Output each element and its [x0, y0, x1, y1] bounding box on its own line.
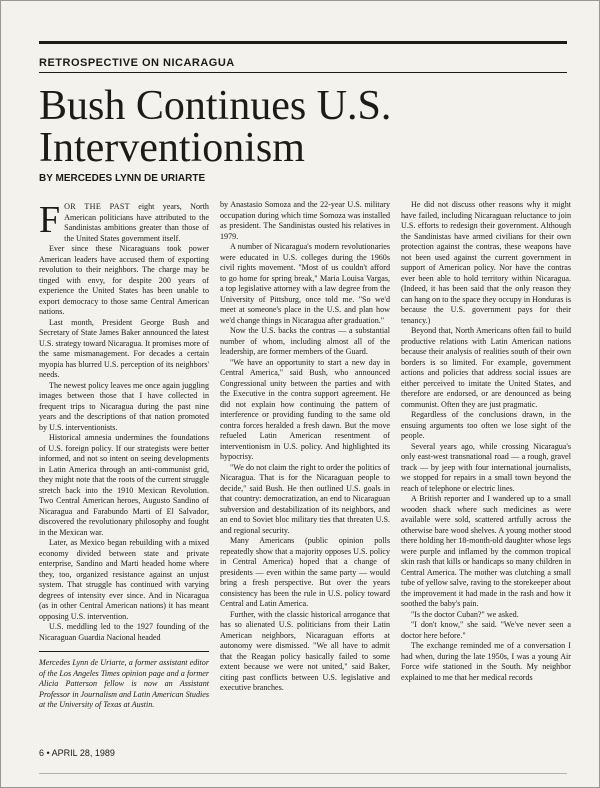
article-byline: BY MERCEDES LYNN DE URIARTE [39, 173, 206, 184]
paragraph: U.S. meddling led to the 1927 founding of the Nicaraguan Guardia Nacional headed [39, 622, 209, 642]
page-folio: 6 • APRIL 28, 1989 [39, 748, 115, 758]
paragraph: Historical amnesia undermines the foundations of U.S. foreign policy. If our strategists were better informed, and not so intent on seeing developments in Latin America through an anti-communist grid, they might note that the roots of the current struggle stretch back into the 1910 Mexican Revolution. Two Central American heroes, Augusto Sandino of Nicaragua and Farabundo Marti of El Salvador, discovered the revolutionary philosophy and fought in the Mexican war. [39, 433, 209, 537]
paragraph: Last month, President George Bush and Secretary of State James Baker announced the latest U.S. strategy toward Nicaragua. It promises more of the same mismanagement. For decades a certain myopia has blurred U.S. perception of its neighbors' needs. [39, 317, 209, 379]
paragraph: Several years ago, while crossing Nicaragua's only east-west transnational road — a rough, gravel track — by jeep with four international journalists, we stopped for repairs in a small town beyond the reach of telephone or electric lines. [401, 441, 571, 493]
article-headline: Bush Continues U.S. Interventionism [39, 83, 392, 171]
top-rule [39, 41, 567, 44]
lead-caps: OR THE PAST [64, 202, 130, 211]
paragraph: by Anastasio Somoza and the 22-year U.S. military occupation during which time Somoza was installed as president. The Sandinistas ousted his relatives in 1979. [220, 200, 390, 241]
paragraph: The exchange reminded me of a conversation I had when, during the late 1950s, I was a young Air Force wife stationed in the South. My neighbor explained to me that her medical records [401, 641, 571, 682]
lead-paragraph [39, 199, 209, 244]
paragraph: "Is the doctor Cuban?" we asked. [411, 609, 519, 619]
column-2 [220, 200, 390, 694]
section-kicker: RETROSPECTIVE ON NICARAGUA [39, 57, 235, 69]
paragraph: "We have an opportunity to start a new day in Central America," said Bush, who announced Congressional unity between the parties and with the Executive in the contra support agreement. He did not explain how continuing the pattern of interference or providing funding to the same old contra forces heralded a fresh dawn. But the move refueled Latin American resentment of interventionism in U.S. policy. And highlighted its hypocrisy. [220, 357, 390, 461]
paragraph: Ever since these Nicaraguans took power American leaders have accused them of exporting revolution to their neighbors. The charge may be tinged with envy, for despite 200 years of experience the United States has been unable to export democracy to those same Central American nations. [39, 244, 209, 316]
paragraph: Regardless of the conclusions drawn, in the ensuing arguments too often we lose sight of the people. [401, 410, 571, 440]
paragraph: The newest policy leaves me once again juggling images between those that I have collected in frequent trips to Nicaragua during the past nine years and the descriptions of that nation promoted by U.S. interventionists. [39, 380, 209, 432]
paragraph: A British reporter and I wandered up to a small wooden shack where such medicines as were available were sold, scattered artfully across the otherwise bare wood shelves. A young mother stood there holding her 18-month-old daughter whose legs were purple and inflamed by the common tropical skin rash that kills or handicaps so many children in Central America. The mother was clutching a small tube of yellow salve, raving to the storekeeper about the improvement it had made in the rash and how it soothed the baby's pain. [401, 494, 571, 608]
paragraph: "I don't know," she said. "We've never seen a doctor here before." [401, 620, 571, 640]
paragraph: eight years, North American politicians have attributed to the Sandinistas ambitions greater than those of the United States government itself. [64, 202, 209, 243]
column-1 [39, 199, 209, 711]
paragraph: Later, as Mexico began rebuilding with a mixed economy divided between state and private enterprise, Sandino and Marti headed home where they, too, organized resistance against an unjust system. That struggle has continued with varying degrees of intensity ever since. And in Nicaragua (as in other Central American nations) it has meant opposing U.S. intervention. [39, 538, 209, 621]
author-bio: Mercedes Lynn de Uriarte, a former assistant editor of the Los Angeles Times opinion page and a former Alicia Patterson fellow is now an Assistant Professor in Journalism and Latin American Studies at the University of Texas at Austin. [39, 658, 209, 709]
paragraph: A number of Nicaragua's modern revolutionaries were educated in U.S. colleges during the 1960s civil rights movement. "Most of us couldn't afford to go home for spring break," Maria Louisa Vargas, a top legislative attorney with a law degree from the University of Pittsburg, once told me. "So we'd meet at someone's place in the U.S. and plan how we'd change things in Nicaragua after graduation." [220, 242, 390, 325]
paragraph: Further, with the classic historical arrogance that has so alienated U.S. politicians from their Latin American neighbors, Nicaraguan efforts at autonomy were dismissed. "We all have to admit that the Reagan policy basically failed to some extent because we were not united," said Baker, citing past conflicts between U.S. legislative and executive branches. [220, 609, 390, 692]
paragraph: Beyond that, North Americans often fail to build productive relations with Latin American nations because their analysis of realities south of their own borders is so limited. For example, government actions and policies that address social issues are either perceived to imitate the United States, and therefore are endorsed, or are denounced as being communist. Often they are just pragmatic. [401, 326, 571, 409]
bio-divider [39, 651, 209, 652]
paragraph: Now the U.S. backs the contras — a substantial number of whom, including almost all of the leadership, are former members of the Guard. [220, 326, 390, 356]
drop-cap: F [39, 199, 61, 241]
paragraph: He did not discuss other reasons why it might have failed, including Nicaraguan reluctance to join U.S. efforts to redesign their government. Although the Sandinistas have armed civilians for their own protection against the contras, these weapons have not been used against the current government in support of American policy. Nor have the contras ever been able to hold territory within Nicaragua. (Indeed, it has been said that the only reason they can hang on to the space they occupy in Honduras is because the U.S. government pays for their tenancy.) [401, 200, 571, 325]
paragraph: Many Americans (public opinion polls repeatedly show that a majority opposes U.S. policy in Central America) hoped that a change of presidents — even within the same party — would bring a fresh perspective. But over the years consistency has been the rule in U.S. policy toward Central and Latin America. [220, 536, 390, 608]
kicker-rule [39, 72, 567, 73]
column-3 [401, 200, 571, 683]
paragraph: "We do not claim the right to order the politics of Nicaragua. That is for the Nicaraguan people to decide," said Bush. He then outlined U.S. goals in that country: democratization, an end to Nicaraguan subversion and destabilization of its neighbors, and an end to Soviet bloc military ties that threaten U.S. and regional security. [220, 462, 390, 535]
bottom-rule [39, 773, 567, 774]
